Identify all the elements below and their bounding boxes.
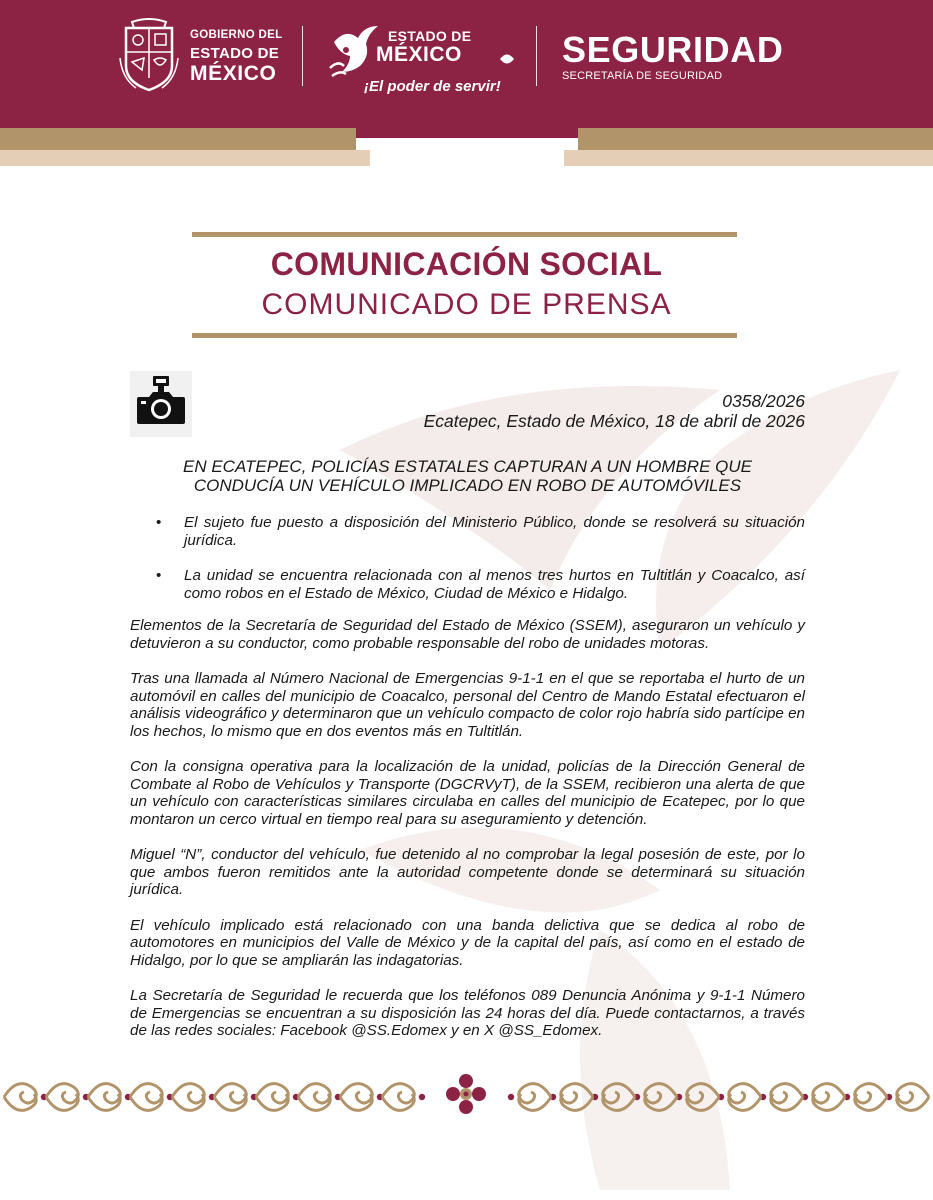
estado-slogan: ¡El poder de servir!	[364, 78, 501, 95]
bullet-text: El sujeto fue puesto a disposición del Ministerio Público, donde se resolverá su situación jurídica.	[184, 514, 805, 549]
footer-ornament	[0, 1072, 933, 1122]
seguridad-subtitle: SECRETARÍA DE SEGURIDAD	[562, 70, 723, 82]
gold-stripe-left	[0, 128, 356, 150]
header-divider	[536, 26, 537, 86]
headline-line1: EN ECATEPEC, POLICÍAS ESTATALES CAPTURAN A UN HOMBRE QUE	[183, 457, 752, 476]
estado-logo-text	[376, 29, 471, 65]
bullet-dot-icon: •	[156, 567, 162, 584]
title-rule-top	[192, 232, 737, 237]
beige-stripe-right	[564, 150, 933, 166]
gov-line2: ESTADO DE	[190, 44, 280, 62]
body-paragraph: Miguel “N”, conductor del vehículo, fue detenido al no comprobar la legal posesión de este, por lo que ambos fueron remitidos ante la autoridad competente donde se determinará su situación jurídica.	[130, 846, 805, 898]
headline-line2: CONDUCÍA UN VEHÍCULO IMPLICADO EN ROBO DE AUTOMÓVILES	[193, 476, 742, 495]
leaf-icon	[498, 50, 516, 68]
camera-icon	[130, 371, 192, 437]
body-paragraph: Tras una llamada al Número Nacional de Emergencias 9-1-1 en el que se reportaba el hurto de un automóvil en calles del municipio de Coacalco, personal del Centro de Mando Estatal efectuaron el análisis videográfico y determinaron que un vehículo compacto de color rojo habría sido partícipe en los hechos, lo mismo que en dos eventos más en Tultitlán.	[130, 670, 805, 740]
ornament-right	[508, 1084, 929, 1111]
gov-line1: GOBIERNO DEL	[190, 29, 283, 41]
header-band	[0, 0, 933, 138]
ornament-left	[4, 1084, 425, 1111]
estado-line1: ESTADO DE	[388, 28, 472, 44]
press-number: 0358/2026	[722, 391, 805, 411]
press-place-date: Ecatepec, Estado de México, 18 de abril de 2026	[423, 411, 805, 431]
press-meta	[424, 391, 805, 431]
seguridad-logo-text	[562, 29, 784, 82]
page-title: COMUNICACIÓN SOCIAL	[270, 246, 663, 282]
gold-stripe-right	[578, 128, 933, 150]
summary-bullets	[130, 514, 805, 620]
article-body	[130, 617, 805, 1058]
body-paragraph: Elementos de la Secretaría de Seguridad del Estado de México (SSEM), aseguraron un vehículo y detuvieron a su conductor, como probable responsable del robo de unidades motoras.	[130, 617, 805, 652]
gov-logo-text	[190, 30, 282, 84]
seguridad-title: SEGURIDAD	[562, 29, 784, 70]
camera-icon-box[interactable]	[130, 371, 192, 437]
body-paragraph: Con la consigna operativa para la localización de la unidad, policías de la Dirección General de Combate al Robo de Vehículos y Transporte (DGCRVyT), de la SSEM, recibieron una alerta de que un vehículo con características similares circulaba en calles del municipio de Ecatepec, por lo que montaron un cerco virtual en tiempo real para su aseguramiento y detención.	[130, 758, 805, 828]
estado-line2: MÉXICO	[376, 43, 462, 66]
coat-of-arms-icon	[118, 18, 180, 94]
bullet-item	[130, 567, 805, 602]
center-flower-icon	[446, 1074, 486, 1114]
body-paragraph: El vehículo implicado está relacionado con una banda delictiva que se dedica al robo de automotores en municipios del Valle de México y de la capital del país, así como en el estado de Hidalgo, por lo que se ampliarán las indagatorias.	[130, 916, 805, 969]
headline	[130, 457, 805, 495]
title-rule-bottom	[192, 333, 737, 338]
page-subtitle: COMUNICADO DE PRENSA	[261, 288, 672, 321]
body-paragraph: La Secretaría de Seguridad le recuerda que los teléfonos 089 Denuncia Anónima y 9-1-1 Número de Emergencias se encuentran a su disposición las 24 horas del día. Puede contactarnos, a través de las redes sociales: Facebook @SS.Edomex y en X @SS_Edomex.	[130, 987, 805, 1039]
gov-line3: MÉXICO	[190, 61, 277, 85]
bullet-dot-icon: •	[156, 514, 162, 531]
beige-stripe-left	[0, 150, 370, 166]
header-divider	[302, 26, 303, 86]
bullet-text: La unidad se encuentra relacionada con al menos tres hurtos en Tultitlán y Coacalco, así como robos en el Estado de México, Ciudad de México e Hidalgo.	[184, 567, 805, 602]
bullet-item	[130, 514, 805, 549]
